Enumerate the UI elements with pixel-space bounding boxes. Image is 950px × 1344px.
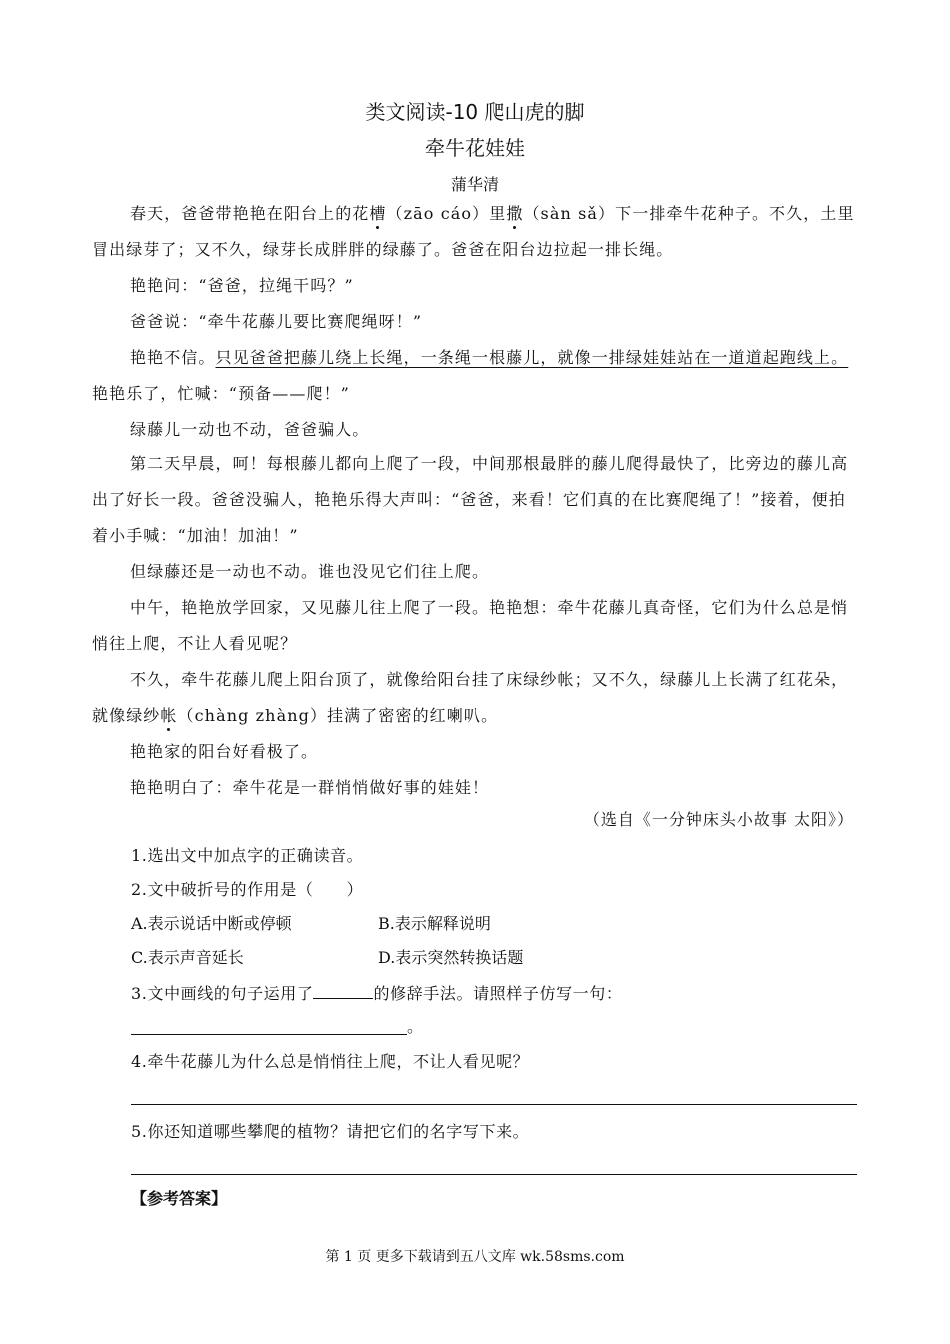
paragraph-5: 绿藤儿一动也不动，爸爸骗人。 [130, 420, 370, 439]
paragraph-9: 不久，牵牛花藤儿爬上阳台顶了，就像给阳台挂了床绿纱帐；又不久，绿藤儿上长满了红花朵，就像绿纱帐（chàng zhàng）挂满了密密的红喇叭。 [92, 670, 849, 725]
answer-line[interactable] [131, 1104, 857, 1105]
question-2: 2.文中破折号的作用是（ ） [131, 880, 364, 899]
paragraph-7: 但绿藤还是一动也不动。谁也没见它们往上爬。 [130, 562, 490, 581]
paragraph-8: 中午，艳艳放学回家，又见藤儿往上爬了一段。艳艳想：牵牛花藤儿真奇怪，它们为什么总是悄悄往上爬，不让人看见呢？ [92, 598, 849, 653]
question-1: 1.选出文中加点字的正确读音。 [131, 846, 364, 865]
answer-blank[interactable] [313, 984, 373, 999]
option-c: C.表示声音延长 [131, 948, 244, 967]
answer-line[interactable] [131, 1174, 857, 1175]
dotted-char: 槽 [369, 204, 387, 223]
paragraph-4: 艳艳不信。只见爸爸把藤儿绕上长绳，一条绳一根藤儿，就像一排绿娃娃站在一道道起跑线上。艳艳乐了，忙喊：“预备——爬！” [92, 348, 849, 403]
paragraph-2: 艳艳问：“爸爸，拉绳干吗？” [130, 276, 354, 295]
option-a: A.表示说话中断或停顿 [131, 914, 292, 933]
question-3: 3.文中画线的句子运用了 的修辞手法。请照样子仿写一句： [131, 984, 623, 1003]
option-d: D.表示突然转换话题 [378, 948, 524, 967]
dotted-char: 帐 [160, 706, 178, 725]
dotted-char: 撒 [506, 204, 524, 223]
answer-heading: 【参考答案】 [131, 1189, 228, 1208]
answer-line[interactable] [131, 1034, 407, 1035]
page-title: 类文阅读-10 爬山虎的脚 [365, 100, 585, 124]
story-title: 牵牛花娃娃 [425, 136, 525, 160]
underlined-sentence: 只见爸爸把藤儿绕上长绳，一条绳一根藤儿，就像一排绿娃娃站在一道道起跑线上。 [215, 348, 849, 367]
answer-period: 。 [407, 1017, 424, 1036]
story-author: 蒲华清 [450, 175, 499, 194]
page-footer: 第 1 页 更多下载请到五八文库 wk.58sms.com [325, 1249, 625, 1265]
paragraph-10: 艳艳家的阳台好看极了。 [130, 742, 319, 761]
paragraph-3: 爸爸说：“牵牛花藤儿要比赛爬绳呀！” [130, 312, 423, 331]
option-b: B.表示解释说明 [378, 914, 491, 933]
paragraph-6: 第二天早晨，呵！每根藤儿都向上爬了一段，中间那根最胖的藤儿爬得最快了，比旁边的藤儿高出了好长一段。爸爸没骗人，艳艳乐得大声叫：“爸爸，来看！它们真的在比赛爬绳了！”接着，便拍着小手喊：“加油！加油！” [92, 454, 849, 545]
question-4: 4.牵牛花藤儿为什么总是悄悄往上爬，不让人看见呢？ [131, 1052, 530, 1071]
paragraph-11: 艳艳明白了：牵牛花是一群悄悄做好事的娃娃！ [130, 778, 490, 797]
paragraph-1: 春天，爸爸带艳艳在阳台上的花槽（zāo cáo）里撒（sàn sǎ）下一排牵牛花种子。不久，土里冒出绿芽了；又不久，绿芽长成胖胖的绿藤了。爸爸在阳台边拉起一排长绳。 [92, 204, 855, 259]
question-5: 5.你还知道哪些攀爬的植物？请把它们的名字写下来。 [131, 1122, 530, 1141]
source-citation: （选自《一分钟床头小故事 太阳》） [583, 810, 854, 829]
